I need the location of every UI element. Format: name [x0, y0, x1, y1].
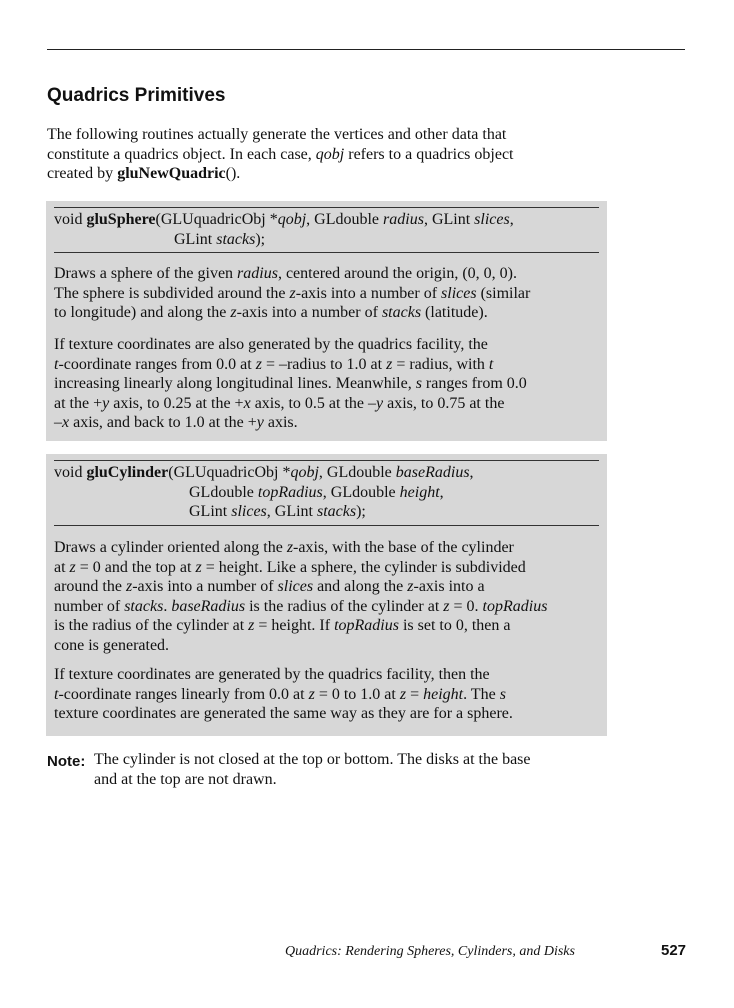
body-text: Draws a sphere of the given — [54, 265, 238, 282]
body-text: If texture coordinates are also generated by the quadrics facility, the — [54, 336, 488, 353]
param-name: radius — [237, 265, 278, 282]
var: z — [69, 558, 76, 576]
body-text: If texture coordinates are generated by the quadrics facility, then the — [54, 666, 490, 683]
sig-text: , — [469, 464, 474, 481]
sig-text: , GLint — [423, 211, 475, 228]
intro-text: refers to a quadrics object — [344, 145, 514, 163]
body-text: = 0 to 1.0 at — [314, 685, 400, 703]
sig-text: , — [439, 483, 444, 501]
intro-text: (). — [225, 165, 241, 182]
body-text: Draws a cylinder oriented along the — [54, 539, 287, 556]
var: x — [62, 414, 70, 431]
param-name: stacks — [124, 597, 164, 615]
var: z — [230, 304, 237, 321]
body-text: . The — [463, 685, 500, 703]
param-name: height — [399, 483, 440, 501]
body-text: -coordinate ranges linearly from 0.0 at — [58, 685, 309, 703]
var: z — [443, 597, 450, 615]
sphere-texture-paragraph — [54, 335, 602, 433]
var: z — [125, 578, 133, 595]
var: z — [308, 685, 315, 703]
var: s — [499, 685, 506, 703]
body-text: texture coordinates are generated the same way as they are for a sphere. — [54, 705, 513, 722]
running-footer-title: Quadrics: Rendering Spheres, Cylinders, and Disks — [285, 944, 575, 959]
param-name: slices — [441, 284, 477, 302]
sig-text: ); — [356, 503, 366, 520]
sphere-definition-box — [46, 201, 607, 441]
param-name: radius — [383, 211, 424, 228]
sig-text: void — [54, 211, 87, 228]
sig-text: GLint — [174, 230, 217, 248]
body-text: -axis into a number of — [295, 284, 442, 302]
sphere-signature — [54, 207, 599, 253]
var: t — [488, 355, 494, 373]
intro-text: The following routines actually generate the vertices and other data that — [47, 126, 507, 143]
var: z — [255, 355, 262, 373]
body-text: and along the — [313, 578, 408, 595]
param-name: stacks — [316, 503, 357, 520]
cylinder-texture-paragraph — [54, 665, 602, 724]
page-number: 527 — [661, 942, 687, 959]
body-text: increasing linearly along longitudinal lines. Meanwhile, — [54, 375, 416, 392]
body-text: ranges from 0.0 — [421, 375, 527, 392]
function-name: gluNewQuadric — [117, 165, 226, 182]
var: t — [54, 685, 59, 703]
body-text: -axis into a number of — [236, 304, 382, 321]
body-text: = 0 and the top at — [75, 558, 196, 576]
intro-paragraph — [47, 125, 607, 184]
body-text: cone is generated. — [54, 636, 170, 654]
param-name: slices — [231, 503, 267, 520]
body-text: is the radius of the cylinder at — [54, 617, 249, 634]
sig-text: , — [509, 211, 514, 228]
param-name: qobj — [277, 211, 307, 228]
body-text: . — [163, 597, 172, 615]
body-text: axis. — [263, 414, 298, 431]
param-name: topRadius — [334, 617, 399, 634]
var: z — [248, 617, 255, 634]
param-name: qobj — [290, 464, 319, 481]
body-text: (latitude). — [421, 304, 488, 321]
sig-text: , GLdouble — [306, 211, 384, 228]
param-name: height — [423, 685, 464, 703]
param-qobj: qobj — [315, 145, 345, 163]
var: y — [256, 414, 264, 431]
var: z — [286, 539, 294, 556]
section-title: Quadrics Primitives — [47, 85, 226, 106]
var: t — [54, 355, 59, 373]
var: z — [386, 355, 393, 373]
var: z — [399, 685, 407, 703]
body-text: The sphere is subdivided around the — [54, 284, 290, 302]
note-text — [94, 750, 614, 789]
param-name: slices — [474, 211, 510, 228]
body-text: (similar — [476, 284, 531, 302]
var: s — [415, 375, 422, 392]
param-name: baseRadius — [171, 597, 246, 615]
body-text: number of — [54, 597, 125, 615]
body-text: axis, to 0.25 at the + — [109, 394, 244, 412]
var: z — [289, 284, 296, 302]
body-text: -coordinate ranges from 0.0 at — [58, 355, 256, 373]
sig-text: GLint — [189, 503, 232, 520]
sig-text: (GLUquadricObj * — [155, 211, 278, 228]
body-text: axis, to 0.5 at the – — [250, 394, 376, 412]
function-name: gluCylinder — [86, 464, 169, 481]
cylinder-definition-box — [46, 454, 607, 736]
sig-text: , GLdouble — [318, 464, 396, 481]
sig-text: , GLint — [266, 503, 317, 520]
body-text: = height. If — [254, 617, 335, 634]
param-name: slices — [277, 578, 314, 595]
body-text: -axis into a — [413, 578, 485, 595]
sphere-description — [54, 264, 602, 323]
body-text: = radius, with — [392, 355, 489, 373]
body-text: , centered around the origin, (0, 0, 0). — [277, 265, 517, 282]
var: z — [195, 558, 202, 576]
function-name: gluSphere — [86, 211, 156, 228]
param-name: topRadius — [257, 483, 323, 501]
body-text: at the + — [54, 394, 103, 412]
body-text: to longitude) and along the — [54, 304, 231, 321]
intro-text: constitute a quadrics object. In each case, — [47, 145, 316, 163]
param-name: stacks — [216, 230, 256, 248]
body-text: – — [54, 414, 62, 431]
body-text: -axis into a number of — [132, 578, 278, 595]
body-text: = height. Like a sphere, the cylinder is subdivided — [201, 558, 526, 576]
body-text: axis, to 0.75 at the — [383, 394, 505, 412]
body-text: around the — [54, 578, 126, 595]
var: x — [243, 394, 251, 412]
body-text: axis, and back to 1.0 at the + — [69, 414, 257, 431]
param-name: topRadius — [482, 597, 548, 615]
body-text: at — [54, 558, 70, 576]
sig-text: GLdouble — [189, 483, 258, 501]
note-line: The cylinder is not closed at the top or bottom. The disks at the base — [94, 751, 531, 768]
sig-text: , GLdouble — [322, 483, 400, 501]
cylinder-signature — [54, 460, 599, 526]
note-label: Note: — [47, 753, 86, 770]
body-text: = 0. — [449, 597, 483, 615]
intro-text: created by — [47, 165, 118, 182]
param-name: stacks — [381, 304, 422, 321]
body-text: -axis, with the base of the cylinder — [293, 539, 514, 556]
var: z — [407, 578, 414, 595]
body-text: = — [406, 685, 424, 703]
sig-text: ); — [255, 230, 266, 248]
body-text: = –radius to 1.0 at — [261, 355, 387, 373]
param-name: baseRadius — [395, 464, 470, 481]
body-text: is the radius of the cylinder at — [245, 597, 444, 615]
note-line: and at the top are not drawn. — [94, 770, 277, 788]
body-text: is set to 0, then a — [398, 617, 511, 634]
top-rule — [47, 49, 685, 50]
sig-text: void — [54, 464, 87, 481]
var: y — [376, 394, 384, 412]
var: y — [102, 394, 110, 412]
sig-text: (GLUquadricObj * — [168, 464, 291, 481]
cylinder-description — [54, 538, 602, 655]
